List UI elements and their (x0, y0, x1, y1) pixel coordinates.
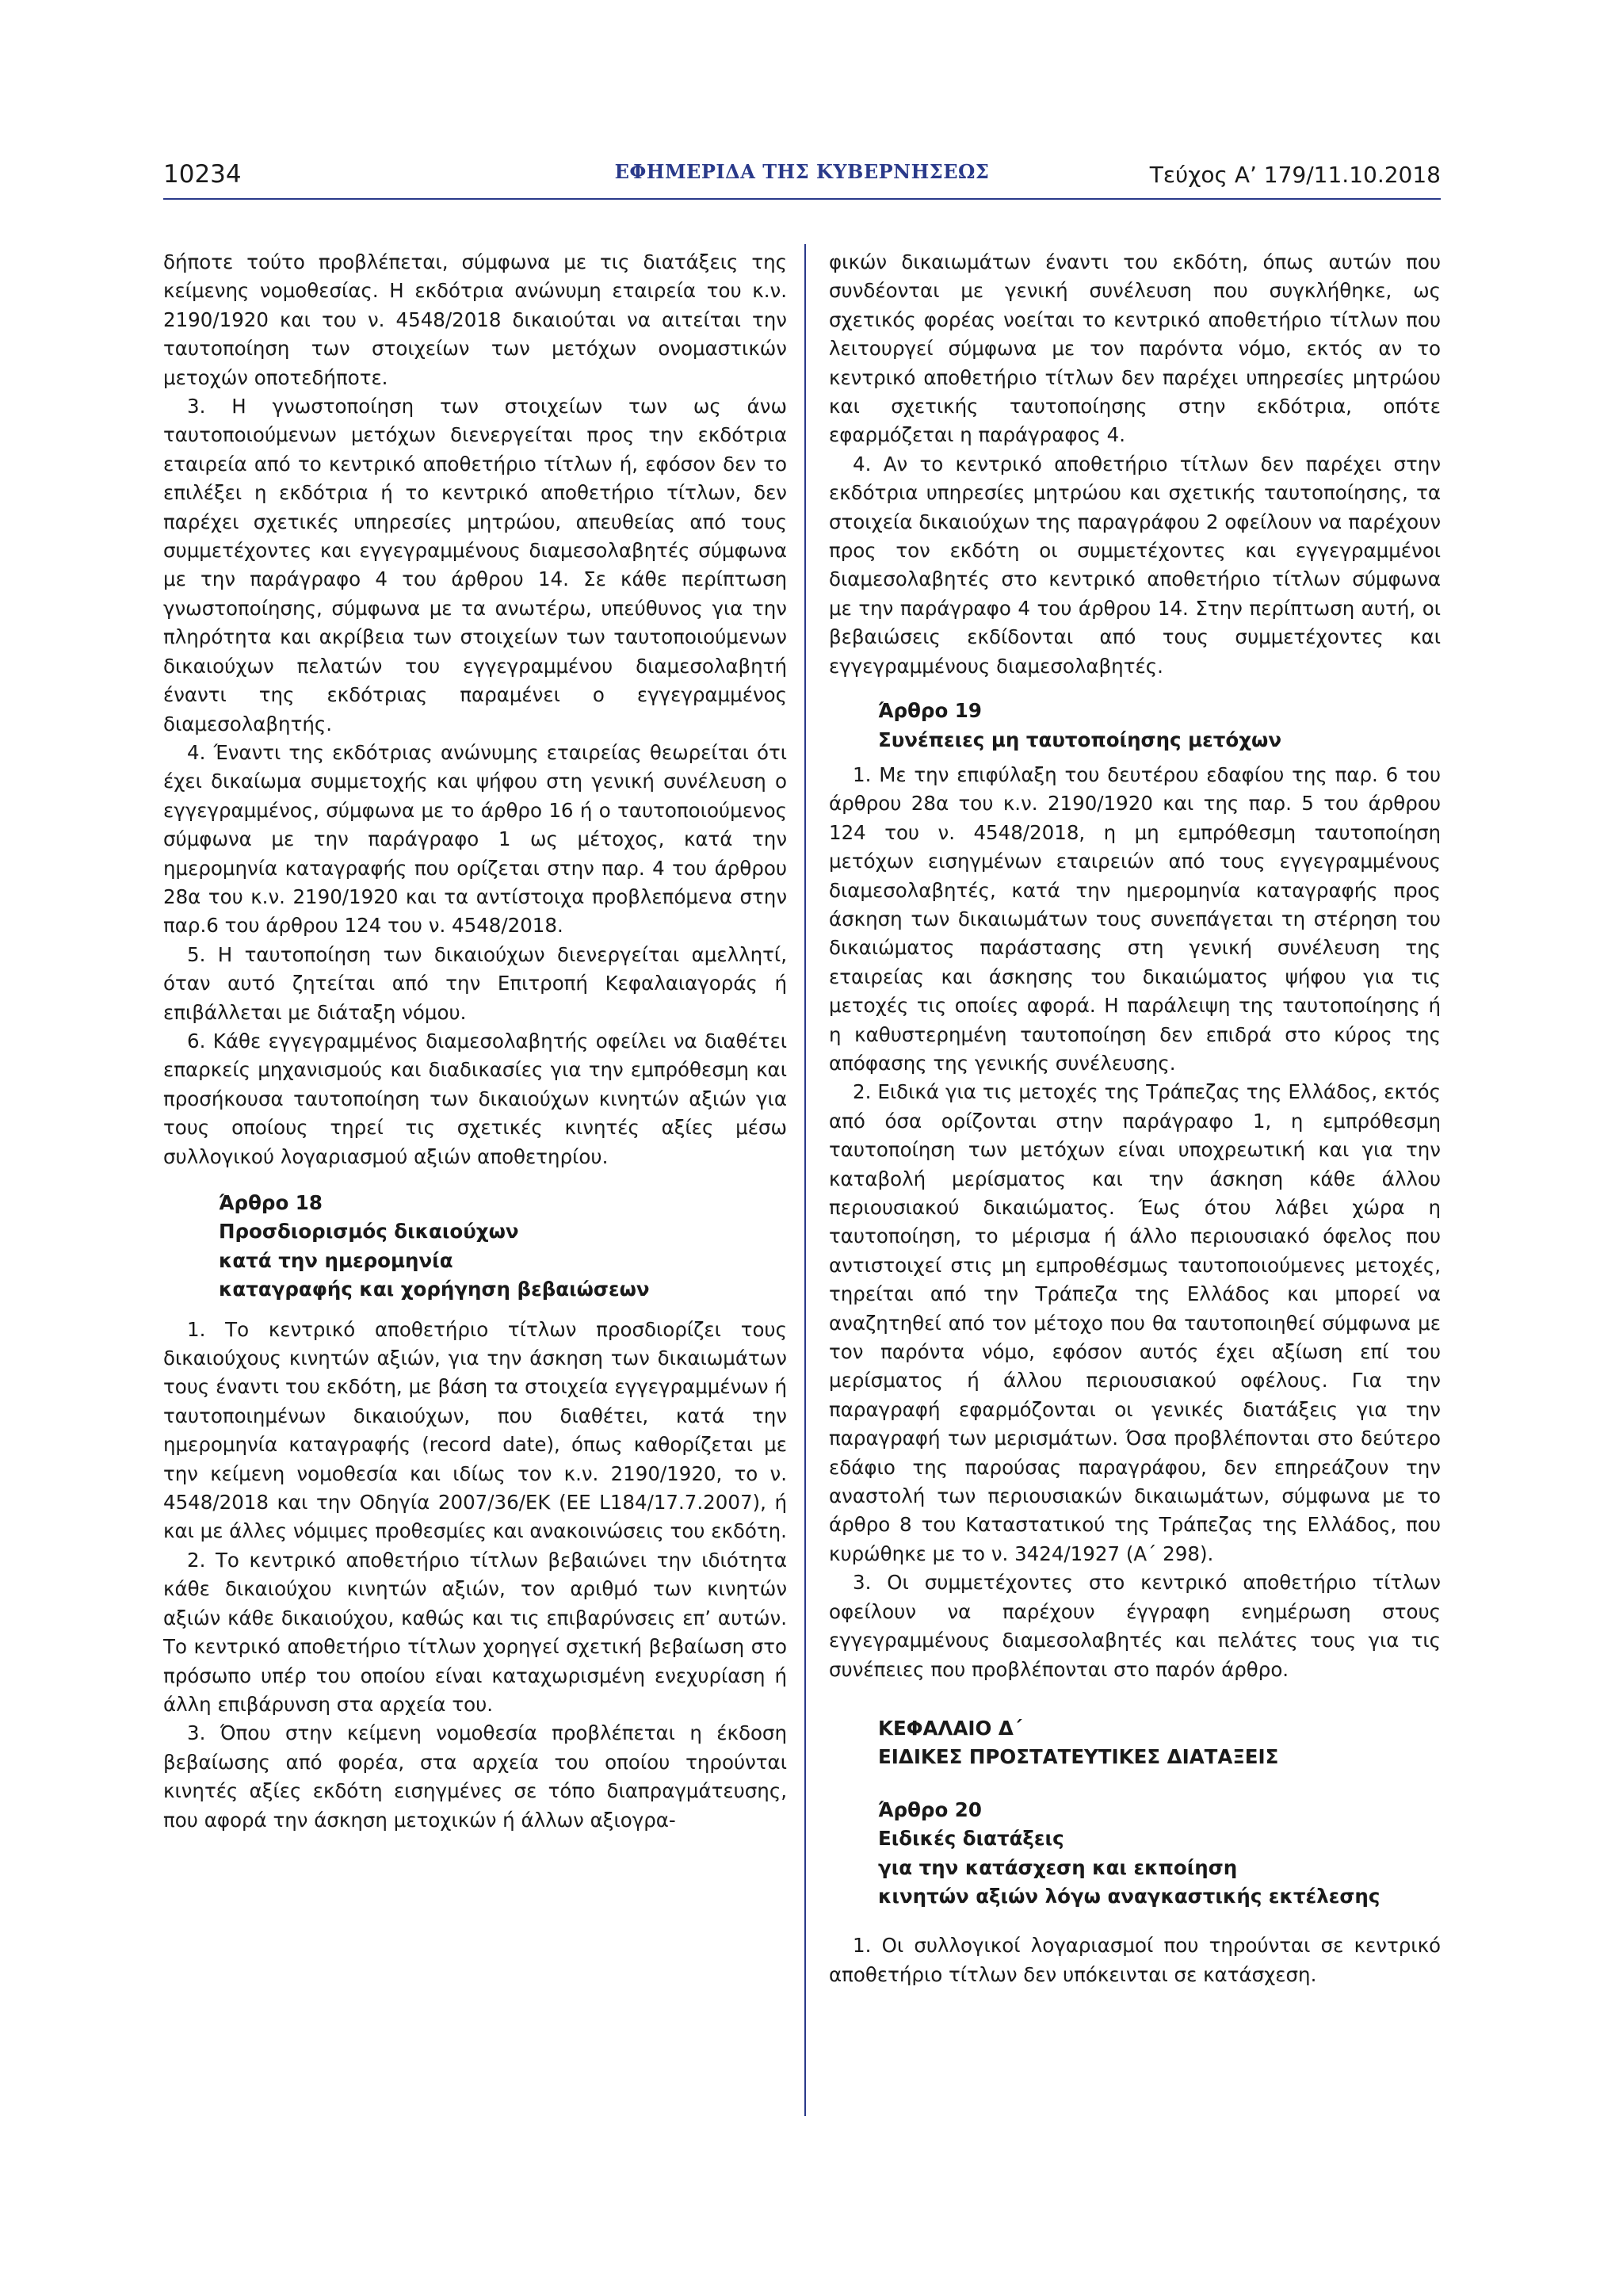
paragraph: δήποτε τούτο προβλέπεται, σύμφωνα με τις διατάξεις της κείμενης νομοθεσίας. Η εκδότρια ανώνυμη εταιρεία του κ.ν. 2190/1920 και του ν. 4548/2018 δικαιούται να αιτείται την ταυτοποίηση των στοιχείων των μετόχων ονομαστικών μετοχών οποτεδήποτε. (163, 250, 787, 389)
paragraph: 4. Αν το κεντρικό αποθετήριο τίτλων δεν παρέχει στην εκδότρια υπηρεσίες μητρώου και σχετικής ταυτοποίησης, τα στοιχεία δικαιούχων της παραγράφου 2 οφείλουν να παρέχουν προς τον εκδότη οι συμμετέχοντες και εγγεγραμμένοι διαμεσολαβητές στο κεντρικό αποθετήριο τίτλων σύμφωνα με την παράγραφο 4 του άρθρου 14. Στην περίπτωση αυτή, οι βεβαιώσεις εκδίδονται από τους συμμετέχοντες και εγγεγραμμένους διαμεσολαβητές. (829, 452, 1441, 678)
paragraph: 3. Όπου στην κείμενη νομοθεσία προβλέπεται η έκδοση βεβαίωσης από φορέα, στα αρχεία του οποίου τηρούνται κινητές αξίες εκδότη εισηγμένες σε τόπο διαπραγμάτευσης, που αφορά την άσκηση μετοχικών ή άλλων αξιογρα- (163, 1721, 787, 1832)
page-header (163, 157, 1441, 198)
article-18-heading (219, 1189, 787, 1305)
left-column (163, 248, 787, 1835)
paragraph: 3. Οι συμμετέχοντες στο κεντρικό αποθετήριο τίτλων οφείλουν να παρέχουν έγγραφη ενημέρωση στους εγγεγραμμένους διαμεσολαβητές και πελάτες τους για τις συνέπειες που προβλέπονται στο παρόν άρθρο. (829, 1571, 1441, 1681)
article-title-line: για την κατάσχεση και εκποίηση (878, 1855, 1238, 1879)
chapter-title: ΕΙΔΙΚΕΣ ΠΡΟΣΤΑΤΕΥΤΙΚΕΣ ΔΙΑΤΑΞΕΙΣ (878, 1745, 1279, 1769)
paragraph: 3. Η γνωστοποίηση των στοιχείων των ως άνω ταυτοποιούμενων μετόχων διενεργείται προς την εκδότρια εταιρεία από το κεντρικό αποθετήριο τίτλων ή, εφόσον δεν το επιλέξει η εκδότρια ή το κεντρικό αποθετήριο τίτλων, δεν παρέχει σχετικές υπηρεσίες μητρώου, απευθείας από τους συμμετέχοντες και εγγεγραμμένους διαμεσολαβητές σύμφωνα με την παράγραφο 4 του άρθρου 14. Σε κάθε περίπτωση γνωστοποίησης, σύμφωνα με τα ανωτέρω, υπεύθυνος για την πληρότητα και ακρίβεια των στοιχείων των ταυτοποιούμενων δικαιούχων πελατών του εγγεγραμμένου διαμεσολαβητή έναντι της εκδότριας παραμένει ο εγγεγραμμένος διαμεσολαβητής. (163, 395, 787, 735)
article-20-heading (878, 1796, 1441, 1912)
article-number: Άρθρο 20 (878, 1797, 982, 1821)
paragraph: 1. Με την επιφύλαξη του δευτέρου εδαφίου της παρ. 6 του άρθρου 28α του κ.ν. 2190/1920 και της παρ. 5 του άρθρου 124 του ν. 4548/2018, η μη εμπρόθεσμη ταυτοποίηση μετόχων εισηγμένων εταιρειών από τους εγγεγραμμένους διαμεσολαβητές, κατά την ημερομηνία καταγραφής προς άσκηση των δικαιωμάτων τους συνεπάγεται τη στέρηση του δικαιώματος παράστασης στη γενική συνέλευση της εταιρείας και άσκησης του δικαιώματος ψήφου για τις μετοχές τις οποίες αφορά. Η παράλειψη της ταυτοποίησης ή η καθυστερημένη ταυτοποίηση δεν επιδρά στο κύρος της απόφασης της γενικής συνέλευσης. (829, 762, 1441, 1075)
article-title-line: κινητών αξιών λόγω αναγκαστικής εκτέλεσης (878, 1884, 1381, 1908)
right-column (829, 248, 1441, 1989)
gazette-title: ΕΦΗΜΕΡΙΔΑ ΤΗΣ ΚΥΒΕΡΝΗΣΕΩΣ (614, 160, 990, 183)
article-number: Άρθρο 18 (219, 1191, 323, 1214)
article-number: Άρθρο 19 (878, 699, 982, 723)
issue-reference: Τεύχος Α’ 179/11.10.2018 (1149, 162, 1441, 188)
paragraph: 5. Η ταυτοποίηση των δικαιούχων διενεργείται αμελλητί, όταν αυτό ζητείται από την Επιτροπή Κεφαλαιαγοράς ή επιβάλλεται με διάταξη νόμου. (163, 942, 787, 1024)
chapter-heading (878, 1714, 1441, 1772)
header-rule (163, 198, 1441, 200)
paragraph: 6. Κάθε εγγεγραμμένος διαμεσολαβητής οφείλει να διαθέτει επαρκείς μηχανισμούς και διαδικασίες για την εμπρόθεσμη και προσήκουσα ταυτοποίηση των δικαιούχων κινητών αξιών για τους οποίους τηρεί τις σχετικές κινητές αξίες μέσω συλλογικού λογαριασμού αξιών αποθετηρίου. (163, 1029, 787, 1168)
paragraph: 2. Το κεντρικό αποθετήριο τίτλων βεβαιώνει την ιδιότητα κάθε δικαιούχου κινητών αξιών, τον αριθμό των κινητών αξιών κάθε δικαιούχου, καθώς και τις επιβαρύνσεις επ’ αυτών. Το κεντρικό αποθετήριο τίτλων χορηγεί σχετική βεβαίωση στο πρόσωπο υπέρ του οποίου είναι καταχωρισμένη ενεχυρίαση ή άλλη επιβάρυνση στα αρχεία του. (163, 1548, 787, 1716)
chapter-number: ΚΕΦΑΛΑΙΟ Δ΄ (878, 1716, 1022, 1740)
paragraph: φικών δικαιωμάτων έναντι του εκδότη, όπως αυτών που συνδέονται με γενική συνέλευση που συγκλήθηκε, ως σχετικός φορέας νοείται το κεντρικό αποθετήριο τίτλων που λειτουργεί σύμφωνα με τον παρόντα νόμο, εκτός αν το κεντρικό αποθετήριο τίτλων δεν παρέχει υπηρεσίες μητρώου και σχετικής ταυτοποίησης στην εκδότρια, οπότε εφαρμόζεται η παράγραφος 4. (829, 250, 1441, 447)
paragraph: 2. Ειδικά για τις μετοχές της Τράπεζας της Ελλάδος, εκτός από όσα ορίζονται στην παράγραφο 1, η εμπρόθεσμη ταυτοποίηση των μετόχων είναι υποχρεωτική και για την καταβολή μερίσματος και την άσκηση κάθε άλλου περιουσιακού δικαιώματος. Έως ότου λάβει χώρα η ταυτοποίηση, το μέρισμα ή άλλο περιουσιακό όφελος που αντιστοιχεί στις μη εμπροθέσμως ταυτοποιούμενες μετοχές, τηρείται από την Τράπεζα της Ελλάδος και μπορεί να αναζητηθεί από τον μέτοχο που θα ταυτοποιηθεί σύμφωνα με τον παρόντα νόμο, εφόσον αυτός έχει αξίωση επί του μερίσματος ή άλλου περιουσιακού οφέλους. Για την παραγραφή εφαρμόζονται οι γενικές διατάξεις για την παραγραφή των μερισμάτων. Όσα προβλέπονται στο δεύτερο εδάφιο της παρούσας παραγράφου, δεν επηρεάζουν την αναστολή των περιουσιακών δικαιωμάτων, σύμφωνα με το άρθρο 8 του Καταστατικού της Τράπεζας της Ελλάδος, που κυρώθηκε με το ν. 3424/1927 (Α΄ 298). (829, 1080, 1441, 1565)
article-title-line: Προσδιορισμός δικαιούχων (219, 1220, 519, 1244)
article-title-line: Ειδικές διατάξεις (878, 1827, 1064, 1851)
column-divider (804, 244, 806, 2116)
article-19-heading (878, 697, 1441, 755)
paragraph: 1. Το κεντρικό αποθετήριο τίτλων προσδιορίζει τους δικαιούχους κινητών αξιών, για την άσκηση των δικαιωμάτων τους έναντι του εκδότη, με βάση τα στοιχεία εγγεγραμμένων ή ταυτοποιημένων δικαιούχων, που διαθέτει, κατά την ημερομηνία καταγραφής (record date), όπως καθορίζεται με την κείμενη νομοθεσία και ιδίως τον κ.ν. 2190/1920, το ν. 4548/2018 και την Οδηγία 2007/36/ΕΚ (ΕΕ L184/17.7.2007), ή και με άλλες νόμιμες προθεσμίες και ανακοινώσεις του εκδότη. (163, 1317, 787, 1543)
page-number: 10234 (163, 160, 242, 189)
article-title-line: Συνέπειες μη ταυτοποίησης μετόχων (878, 728, 1282, 751)
paragraph: 1. Οι συλλογικοί λογαριασμοί που τηρούνται σε κεντρικό αποθετήριο τίτλων δεν υπόκεινται σε κατάσχεση. (829, 1934, 1441, 1986)
article-title-line: κατά την ημερομηνία (219, 1248, 453, 1272)
paragraph: 4. Έναντι της εκδότριας ανώνυμης εταιρείας θεωρείται ότι έχει δικαίωμα συμμετοχής και ψήφου στη γενική συνέλευση ο εγγεγραμμένος, σύμφωνα με το άρθρο 16 ή ο ταυτοποιούμενος σύμφωνα με την παράγραφο 1 ως μέτοχος, κατά την ημερομηνία καταγραφής που ορίζεται στην παρ. 4 του άρθρου 28α του κ.ν. 2190/1920 και τα αντίστοιχα προβλεπόμενα στην παρ.6 του άρθρου 124 του ν. 4548/2018. (163, 740, 787, 938)
article-title-line: καταγραφής και χορήγηση βεβαιώσεων (219, 1278, 650, 1301)
